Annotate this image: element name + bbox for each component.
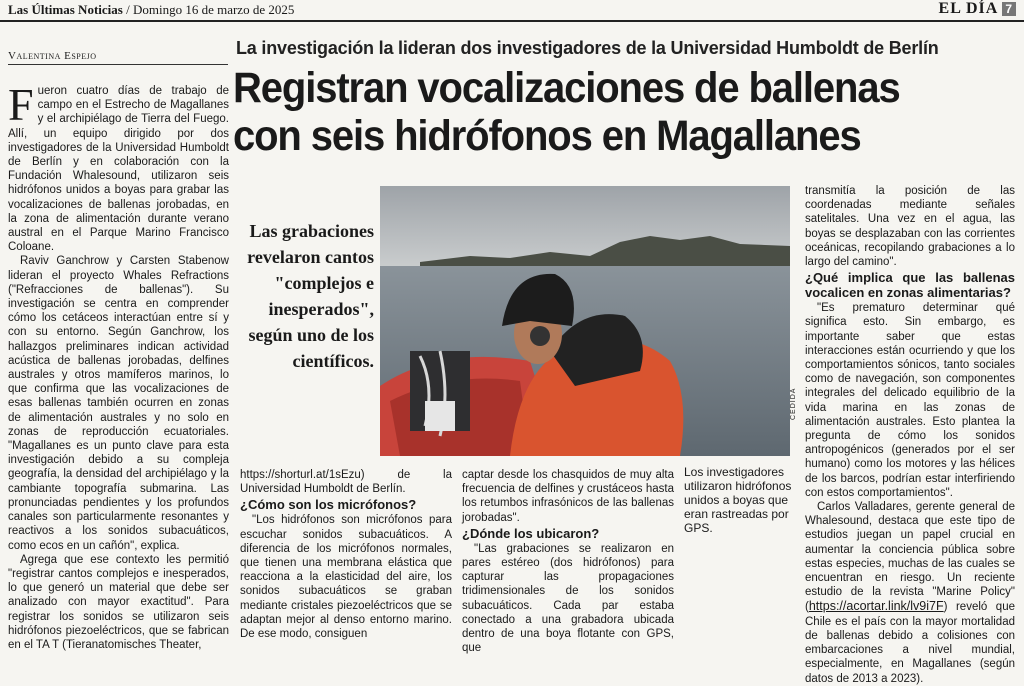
issue-date: / Domingo 16 de marzo de 2025 — [126, 2, 295, 17]
article-column-2 — [240, 468, 452, 641]
paragraph — [805, 500, 1015, 686]
paragraph-text: ) reveló que Chile es el país con la mayor mortalidad de ballenas debido a colisiones con embarcaciones a nivel mundial, especialmente, en Magallanes (según datos de 2013 a 2023). — [805, 601, 1015, 685]
paragraph: Raviv Ganchrow y Carsten Stabenow lideran el proyecto Whales Refractions ("Refracciones de ballenas"). Su investigación se centra en comprender cómo los cetáceos interactúan entre sí y con su entorno. Según Ganchrow, los hallazgos preliminares indican actividad acústica de ballenas jorobadas, delfines australes y otros mamíferos marinos, lo que confirma que las vocalizaciones de esas ballenas también ocurren en zonas de alimentación australes y no solo en zonas de reproducción ecuatoriales. "Magallanes es un punto clave para esta investigación debido a su compleja geografía, la densidad del archipiélago y la cambiante topografía submarina. Las pronunciadas pendientes y los profundos canales son particularmente resonantes y reactivos a los sonidos subacuáticos, como ecos en un cañón", explica. — [8, 255, 229, 552]
paragraph: "Es prematuro determinar qué significa esto. Sin embargo, es importante saber que estas interacciones están ocurriendo y que los comportamientos sónicos, tanto sociales como de navegación, son componentes integrales del delicado equilibrio de la vida marina en las zonas de alimentación australes. Esto plantea la pregunta de cómo los sonidos antropogénicos (generados por el ser humano) como los motores y las hélices de los barcos, podrían estar interfiriendo con estos comportamientos". — [805, 302, 1015, 499]
drop-cap: F — [8, 79, 34, 130]
headline-line-2: con seis hidrófonos en Magallanes — [233, 112, 861, 160]
paragraph: transmitía la posición de las coordenadas mediante señales satelitales. Una vez en el agua, las boyas se desplazaban con las corrientes oceánicas, recopilando grabaciones a lo largo del camino". — [805, 185, 1015, 269]
paragraph: Agrega que ese contexto les permitió "registrar cantos complejos e inesperados, lo que generó un material que debe ser analizado con mayor exactitud". Para registrar los sonidos se utilizaron seis hidrófonos piezoeléctricos, que se fabrican en el TA T (Tieranatomisches Theater, — [8, 553, 229, 651]
kicker: La investigación la lideran dos investigadores de la Universidad Humboldt de Berlín — [236, 38, 939, 58]
paragraph: captar desde los chasquidos de muy alta frecuencia de delfines y crustáceos hasta los retumbos infrasónicos de las ballenas jorobadas". — [462, 469, 674, 524]
masthead — [0, 0, 1024, 22]
masthead-left — [8, 2, 294, 18]
byline: Valentina Espejo — [8, 50, 228, 65]
lead-paragraph — [8, 79, 229, 254]
paragraph: "Las grabaciones se realizaron en pares estéreo (dos hidrófonos) para capturar las propagaciones tridimensionales de los sonidos subacuáticos. Cada par estaba conectado a una grabadora ubicada dentro de una boya flotante con GPS, que — [462, 542, 674, 655]
subheading: ¿Qué implica que las ballenas vocalicen en zonas alimentarias? — [805, 270, 1015, 301]
headline — [233, 64, 968, 160]
study-link[interactable]: https://acortar.link/lv9i7F — [808, 599, 944, 614]
photo-researcher-boat — [380, 186, 790, 456]
headline-line-1: Registran vocalizaciones de ballenas — [233, 64, 900, 112]
subheading: ¿Cómo son los micrófonos? — [240, 497, 417, 513]
article-column-3 — [462, 468, 674, 655]
pull-quote: Las grabaciones revelaron cantos "complejos e inesperados", según uno de los científicos. — [247, 221, 374, 371]
masthead-right — [939, 0, 1016, 18]
paragraph: https://shorturl.at/1sEzu) de la Universidad Humboldt de Berlín. — [240, 469, 452, 496]
paragraph: "Los hidrófonos son micrófonos para escuchar sonidos subacuáticos. A diferencia de los micrófonos normales, que tienen una membrana elástica que reacciona a la elasticidad del aire, los sonidos subacuáticos se graban mediante cristales piezoeléctricos que se adaptan mejor al denso entorno marino. De ese modo, consiguen — [240, 514, 452, 641]
subheading: ¿Dónde los ubicaron? — [462, 525, 600, 541]
section-name: EL DÍA — [938, 0, 999, 17]
paragraph-text: Carlos Valladares, gerente general de Whalesound, destaca que este tipo de estudios juegan un papel crucial en aumentar la conciencia pública sobre estas especies, muchas de las cuales se encuentran en riesgo. Un reciente estudio de la revista "Marine Policy" ( — [805, 501, 1015, 614]
article-column-4 — [805, 184, 1015, 686]
photo-caption: Los investigadores utilizaron hidrófonos unidos a boyas que eran rastreadas por GPS. — [684, 465, 792, 535]
newspaper-name: Las Últimas Noticias — [8, 2, 123, 17]
lead-text: ueron cuatro días de trabajo de campo en el Estrecho de Magallanes y el archipiélago de Tierra del Fuego. Allí, un equipo dirigido por dos investigadores de la Universidad Humboldt de Berlín y en colaboración con la Fundación Whalesound, utilizaron seis hidrófonos unidos a boyas para grabar las vocalizaciones de ballenas jorobadas, en la zona de alimentación durante verano austral en el Parque Marino Francisco Coloane. — [8, 85, 229, 254]
photo-credit: CEDIDA — [790, 387, 797, 420]
article-column-1 — [8, 79, 229, 652]
page-number: 7 — [1002, 2, 1016, 16]
